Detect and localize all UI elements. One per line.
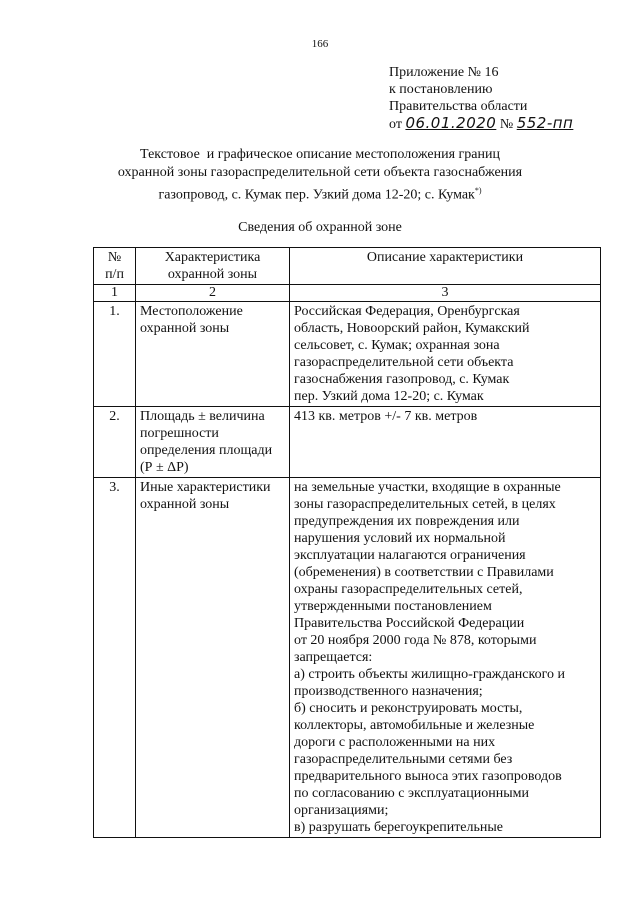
column-number-2: 2 bbox=[136, 285, 290, 302]
appendix-line-1: Приложение № 16 bbox=[389, 65, 499, 80]
document-title bbox=[60, 146, 580, 205]
page-number: 166 bbox=[311, 38, 329, 50]
footnote-mark: *) bbox=[474, 186, 482, 195]
row-num: 2. bbox=[94, 407, 136, 478]
column-numbers-row bbox=[94, 285, 601, 302]
row-characteristic: Иные характеристики охранной зоны bbox=[136, 478, 290, 838]
header-characteristic: Характеристика охранной зоны bbox=[136, 248, 290, 285]
row-num: 3. bbox=[94, 478, 136, 838]
header-num: № п/п bbox=[94, 248, 136, 285]
column-number-3: 3 bbox=[290, 285, 601, 302]
title-line-3-text: газопровод, с. Кумак пер. Узкий дома 12-20; с. Кумак bbox=[158, 187, 475, 203]
row-num: 1. bbox=[94, 302, 136, 407]
row-description: на земельные участки, входящие в охранные зоны газораспределительных сетей, в целях предупреждения их повреждения или нарушения условий их нормальной эксплуатации налагаются ограничения (обременения) в соответствии с Правилами охраны газораспределительных сетей, утвержденными постановлением Правительства Российской Федерации от 20 ноября 2000 года № 878, которыми запрещается: а) строить объекты жилищно-гражданского и производственного назначения; б) сносить и реконструировать мосты, коллекторы, автомобильные и железные дороги с расположенными на них газораспределительными сетями без предварительного выноса этих газопроводов по согласованию с эксплуатационными организациями; в) разрушать берегоукрепительные bbox=[290, 478, 601, 838]
table-row bbox=[94, 302, 601, 407]
title-line-3 bbox=[60, 182, 580, 205]
table-row bbox=[94, 478, 601, 838]
table-row bbox=[94, 407, 601, 478]
number-prefix: № bbox=[499, 117, 514, 132]
handwritten-number: 552-пп bbox=[516, 114, 574, 132]
column-number-1: 1 bbox=[94, 285, 136, 302]
handwritten-date: 06.01.2020 bbox=[405, 114, 497, 132]
row-characteristic: Местоположение охранной зоны bbox=[136, 302, 290, 407]
appendix-date-line bbox=[389, 115, 573, 133]
row-characteristic: Площадь ± величина погрешности определения площади (Р ± ΔР) bbox=[136, 407, 290, 478]
title-line-1: Текстовое и графическое описание местоположения границ bbox=[140, 147, 500, 162]
row-description: Российская Федерация, Оренбургская область, Новоорский район, Кумакский сельсовет, с. Кумак; охранная зона газораспределительной сети объекта газоснабжения газопровод, с. Кумак пер. Узкий дома 12-20; с. Кумак bbox=[290, 302, 601, 407]
section-subtitle: Сведения об охранной зоне bbox=[238, 220, 402, 235]
appendix-line-2: к постановлению bbox=[389, 82, 493, 97]
header-description: Описание характеристики bbox=[290, 248, 601, 285]
row-description: 413 кв. метров +/- 7 кв. метров bbox=[290, 407, 601, 478]
protection-zone-table bbox=[93, 247, 601, 838]
table-header-row bbox=[94, 248, 601, 285]
date-prefix: от bbox=[389, 117, 402, 132]
title-line-2: охранной зоны газораспределительной сети объекта газоснабжения bbox=[117, 165, 523, 180]
appendix-block bbox=[389, 64, 573, 133]
appendix-line-3: Правительства области bbox=[389, 99, 528, 114]
